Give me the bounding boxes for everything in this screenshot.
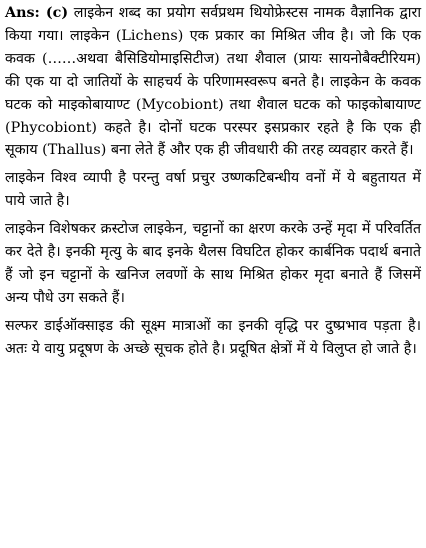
answer-paragraph-4: सल्फर डाईऑक्साइड की सूक्ष्म मात्राओं का इनकी वृद्धि पर दुष्प्रभाव पड़ता है। अतः ये वायु प्रदूषण के अच्छे सूचक होते है। प्रदूषित क्षेत्रों में ये विलुप्त हो जाते है। [5, 317, 421, 357]
answer-paragraph-1 [5, 2, 421, 162]
answer-paragraph-1-text: लाइकेन शब्द का प्रयोग सर्वप्रथम थियोफ्रेस्टस नामक वैज्ञानिक द्वारा किया गया। लाइकेन (Lichens) एक प्रकार का मिश्रित जीव है। जो कि एक कवक (……अथवा बैसिडियोमाइसिटीज) तथा शैवाल (प्रायः सायनोबैक्टीरियम) की एक या दो जातियों के साहचर्य के परिणामस्वरूप बनते है। लाइकेन के कवक घटक को माइकोबायाण्ट (Mycobiont) तथा शैवाल घटक को फाइकोबायाण्ट (Phycobiont) कहते है। दोनों घटक परस्पर इसप्रकार रहते है कि एक ही सूकाय (Thallus) बना लेते हैं और एक ही जीवधारी की तरह व्यवहार करते हैं। [5, 5, 422, 159]
answer-paragraph-2: लाइकेन विश्व व्यापी है परन्तु वर्षा प्रचुर उष्णकटिबन्धीय वनों में ये बहुतायत में पाये जाते है। [5, 170, 421, 210]
answer-paragraph-3: लाइकेन विशेषकर क्रस्टोज लाइकेन, चट्टानों का क्षरण करके उन्हें मृदा में परिवर्तित कर देते है। इनकी मृत्यु के बाद इनके थैलस विघटित होकर कार्बनिक पदार्थ बनाते हैं जो इन चट्टानों के खनिज लवणों के साथ मिश्रित होकर मृदा बनाते हैं जिसमें अन्य पौधे उग सकते हैं। [5, 221, 421, 306]
answer-label: Ans: (c) [5, 5, 69, 21]
